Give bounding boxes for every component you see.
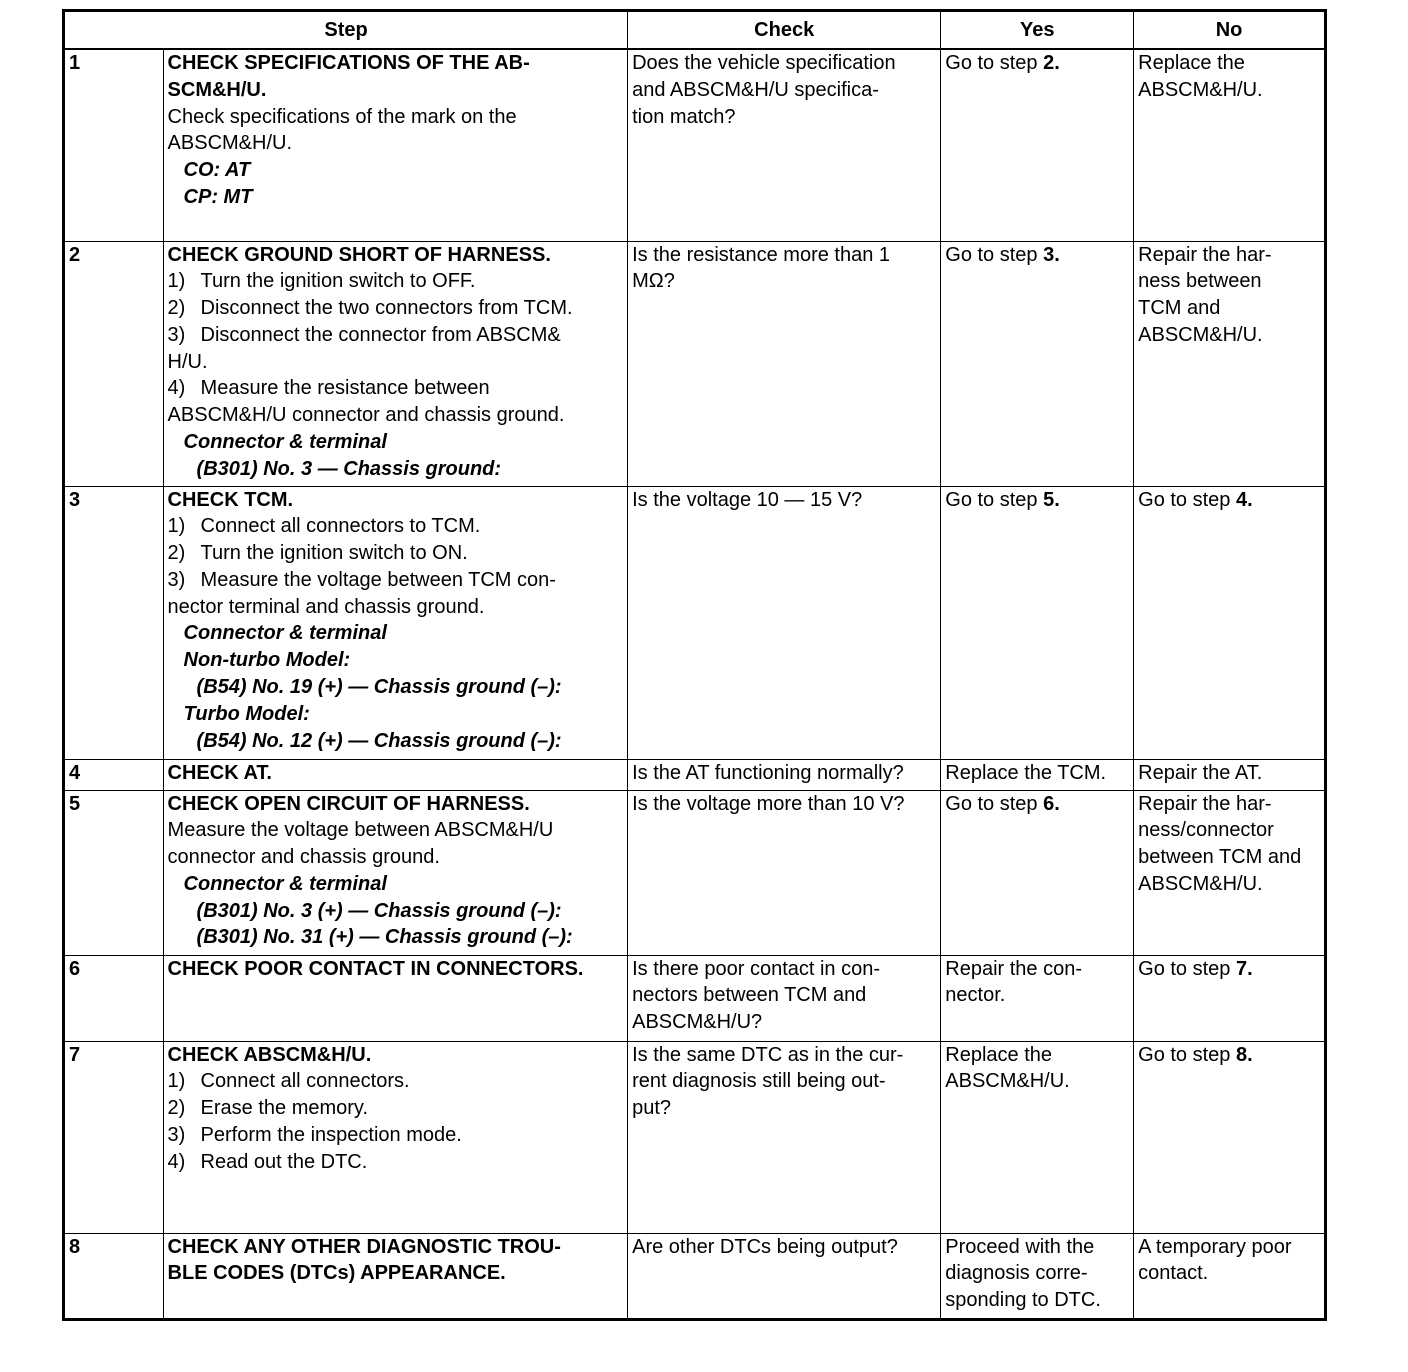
sub-step-number: 4) [167,1150,186,1173]
no-cell [1134,759,1326,790]
yes-text: nector. [945,984,1006,1007]
step-number: 1 [64,49,164,241]
sub-step [168,1149,624,1176]
sub-step-number: 1) [167,515,186,538]
check-cell [628,759,941,790]
check-text: Is the same DTC as in the cur- [632,1043,904,1066]
table-row [64,759,1326,790]
sub-step-text: Measure the voltage between TCM con- [200,568,556,591]
step-cell [163,759,628,790]
no-step-ref: 8. [1235,1043,1253,1066]
sub-step [168,1122,624,1149]
table-row [64,790,1326,955]
check-cell [628,486,941,759]
step-number: 5 [64,790,164,955]
step-text: connector and chassis ground. [167,846,440,869]
step-text: Check specifications of the mark on the [167,105,517,128]
yes-text: Go to step [945,488,1044,511]
step-title: CHECK OPEN CIRCUIT OF HARNESS. [167,792,530,815]
sub-step [168,513,624,540]
step-text: H/U. [167,350,208,373]
no-cell [1134,790,1326,955]
no-step-ref: 7. [1235,957,1253,980]
yes-cell [941,1233,1134,1319]
sub-step-text: Measure the resistance between [200,377,490,400]
model-label: Non-turbo Model: [183,649,351,672]
sub-step-number: 2) [167,542,186,565]
no-text: ABSCM&H/U. [1138,78,1263,101]
check-text: MΩ? [632,270,675,293]
yes-cell [941,955,1134,1041]
sub-step-number: 4) [167,377,186,400]
no-text: ness between [1138,270,1262,293]
sub-step-text: Connect all connectors. [200,1070,410,1093]
step-title: CHECK GROUND SHORT OF HARNESS. [167,243,551,266]
check-text: Does the vehicle specification [632,52,896,74]
yes-cell [941,1041,1134,1233]
header-yes: Yes [941,11,1134,50]
header-check: Check [628,11,941,50]
step-cell [163,49,628,241]
no-text: Go to step [1138,1043,1236,1066]
sub-step [168,322,624,349]
spec-code: CO: AT [183,159,251,182]
step-text: ABSCM&H/U connector and chassis ground. [167,404,565,427]
check-text: tion match? [632,105,736,128]
sub-step [168,540,624,567]
connector-label: Connector & terminal [183,872,387,895]
yes-step-ref: 2. [1043,52,1060,74]
no-text: ABSCM&H/U. [1138,323,1263,346]
connector-label: Connector & terminal [183,431,387,454]
step-text: Measure the voltage between ABSCM&H/U [167,819,554,842]
diagnostic-table [62,9,1327,1321]
no-text: ABSCM&H/U. [1138,872,1263,895]
check-text: Is the resistance more than 1 [632,243,891,266]
sub-step-text: Turn the ignition switch to OFF. [200,270,476,293]
no-text: Go to step [1138,488,1236,511]
terminal-spec: (B301) No. 3 — Chassis ground: [196,457,502,480]
check-text: Is the AT functioning normally? [632,761,904,784]
no-text: contact. [1138,1262,1209,1285]
no-text: TCM and [1138,297,1221,320]
check-text: Is there poor contact in con- [632,957,881,980]
check-text: Is the voltage 10 — 15 V? [632,488,863,511]
check-text: ABSCM&H/U? [632,1011,763,1034]
yes-text: Go to step [945,243,1044,266]
sub-step [168,268,624,295]
no-step-ref: 4. [1235,488,1253,511]
step-cell [163,955,628,1041]
header-row [64,11,1326,50]
sub-step-text: Connect all connectors to TCM. [200,515,481,538]
sub-step-number: 1) [167,270,186,293]
step-number: 7 [64,1041,164,1233]
table-row [64,486,1326,759]
step-cell [163,1233,628,1319]
check-cell [628,1041,941,1233]
step-text: nector terminal and chassis ground. [167,595,485,618]
check-cell [628,790,941,955]
sub-step-number: 2) [167,297,186,320]
step-cell [163,1041,628,1233]
sub-step [168,295,624,322]
no-text: between TCM and [1138,846,1302,869]
yes-step-ref: 5. [1043,488,1060,511]
header-step: Step [64,11,628,50]
no-text: Repair the AT. [1138,761,1263,784]
yes-cell [941,759,1134,790]
check-text: and ABSCM&H/U specifica- [632,78,879,101]
sub-step-text: Disconnect the two connectors from TCM. [200,297,573,320]
no-cell [1134,1233,1326,1319]
step-number: 4 [64,759,164,790]
yes-text: ABSCM&H/U. [945,1070,1070,1093]
sub-step-number: 3) [167,323,186,346]
check-cell [628,1233,941,1319]
no-text: Go to step [1138,957,1236,980]
no-text: ness/connector [1138,819,1274,842]
step-title: CHECK ABSCM&H/U. [167,1043,372,1066]
step-cell [163,486,628,759]
no-text: A temporary poor [1138,1235,1292,1258]
sub-step-text: Turn the ignition switch to ON. [200,542,468,565]
terminal-spec: (B301) No. 3 (+) — Chassis ground (–): [196,899,562,922]
step-title: CHECK SPECIFICATIONS OF THE AB- [167,52,530,74]
yes-cell [941,486,1134,759]
terminal-spec: (B54) No. 19 (+) — Chassis ground (–): [196,676,562,699]
sub-step [168,1095,624,1122]
no-cell [1134,49,1326,241]
table-row [64,1041,1326,1233]
step-number: 8 [64,1233,164,1319]
check-text: nectors between TCM and [632,984,867,1007]
step-number: 3 [64,486,164,759]
step-title: SCM&H/U. [167,78,267,101]
check-cell [628,241,941,486]
model-label: Turbo Model: [183,702,310,725]
sub-step-number: 1) [167,1070,186,1093]
step-cell [163,241,628,486]
check-text: rent diagnosis still being out- [632,1070,886,1093]
yes-text: Go to step [945,52,1044,74]
yes-text: Go to step [945,792,1044,815]
yes-cell [941,49,1134,241]
step-title: CHECK POOR CONTACT IN CONNECTORS. [167,957,584,980]
yes-text: Replace the [945,1043,1053,1066]
yes-text: Replace the TCM. [945,761,1107,784]
yes-step-ref: 3. [1043,243,1060,266]
sub-step-text: Erase the memory. [200,1097,369,1120]
no-text: Replace the [1138,52,1245,74]
no-text: Repair the har- [1138,243,1272,266]
yes-text: sponding to DTC. [945,1289,1101,1312]
yes-cell [941,241,1134,486]
yes-text: Proceed with the [945,1235,1095,1258]
yes-text: diagnosis corre- [945,1262,1088,1285]
check-cell [628,955,941,1041]
no-cell [1134,955,1326,1041]
sub-step-text: Disconnect the connector from ABSCM& [200,323,561,346]
spec-code: CP: MT [183,185,253,208]
sub-step [168,567,624,594]
sub-step [168,375,624,402]
table-row [64,49,1326,241]
step-text: ABSCM&H/U. [167,132,293,155]
step-number: 6 [64,955,164,1041]
step-title: BLE CODES (DTCs) APPEARANCE. [167,1262,506,1285]
no-text: Repair the har- [1138,792,1272,815]
check-text: Is the voltage more than 10 V? [632,792,905,815]
header-no: No [1134,11,1326,50]
table-row [64,955,1326,1041]
terminal-spec: (B54) No. 12 (+) — Chassis ground (–): [196,729,562,752]
sub-step [168,1068,624,1095]
table-row [64,1233,1326,1319]
table-row [64,241,1326,486]
check-text: put? [632,1097,672,1120]
check-text: Are other DTCs being output? [632,1235,898,1258]
no-cell [1134,486,1326,759]
check-cell [628,49,941,241]
step-title: CHECK AT. [167,761,272,784]
sub-step-text: Read out the DTC. [200,1150,368,1173]
no-cell [1134,241,1326,486]
sub-step-number: 3) [167,568,186,591]
connector-label: Connector & terminal [183,622,387,645]
yes-cell [941,790,1134,955]
terminal-spec: (B301) No. 31 (+) — Chassis ground (–): [196,926,573,949]
step-number: 2 [64,241,164,486]
sub-step-number: 2) [167,1097,186,1120]
sub-step-text: Perform the inspection mode. [200,1123,462,1146]
no-cell [1134,1041,1326,1233]
yes-step-ref: 6. [1043,792,1060,815]
sub-step-number: 3) [167,1123,186,1146]
yes-text: Repair the con- [945,957,1083,980]
step-title: CHECK ANY OTHER DIAGNOSTIC TROU- [167,1235,561,1258]
step-title: CHECK TCM. [167,488,294,511]
step-cell [163,790,628,955]
